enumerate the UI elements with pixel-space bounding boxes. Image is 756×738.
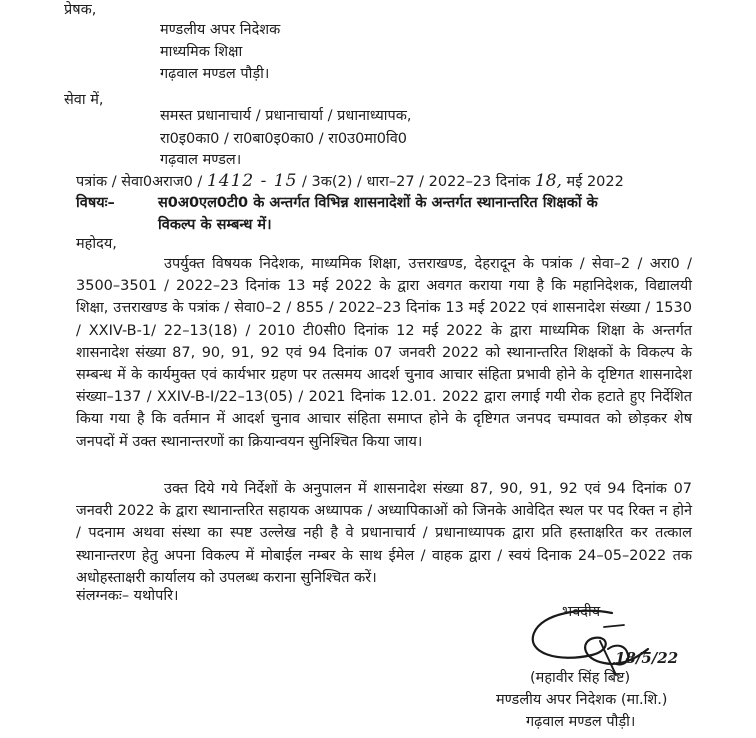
recipient-line-3: गढ़वाल मण्डल। bbox=[160, 152, 242, 168]
reference-suffix: मई 2022 bbox=[566, 174, 624, 190]
sender-line-3: गढ़वाल मण्डल पौड़ी। bbox=[160, 66, 270, 82]
body-paragraph-1 bbox=[76, 253, 692, 453]
enclosure-note: संलग्नकः– यथोपरि। bbox=[76, 588, 179, 604]
recipient-line-1: समस्त प्रधानाचार्य / प्रधानाचार्या / प्रधानाध्यापक, bbox=[160, 108, 412, 124]
closing-bhavdiya: भवदीय bbox=[562, 604, 601, 620]
subject-line-2: विकल्प के सम्बन्ध में। bbox=[158, 217, 272, 233]
recipient-label: सेवा में, bbox=[64, 92, 104, 108]
salutation: महोदय, bbox=[76, 236, 117, 252]
sender-line-2: माध्यमिक शिक्षा bbox=[160, 44, 243, 60]
reference-middle: / 3क(2) / धारा–27 / 2022–23 दिनांक bbox=[302, 174, 531, 190]
body-paragraph-2 bbox=[76, 478, 692, 589]
subject-label: विषयः– bbox=[76, 195, 115, 211]
sender-label: प्रेषक, bbox=[64, 2, 97, 18]
signatory-designation: मण्डलीय अपर निदेशक (मा.शि.) bbox=[496, 692, 668, 708]
paragraph-2-text: उक्त दिये गये निर्देशों के अनुपालन में शासनादेश संख्या 87, 90, 91, 92 एवं 94 दिनांक 07 जनवरी 2022 के द्वारा स्थानान्तरित सहायक अध्यापक / अध्यापिकाओं को जिनके आवेदित स्थल पर पद रिक्त न होने / पदनाम अथवा संस्था का स्पष्ट उल्लेख नही है वे प्रधानाचार्य / प्रधानाध्यापक द्वारा प्रति हस्ताक्षरित कर तत्काल स्थानान्तरण हेतु अपना विकल्प में मोबाईल नम्बर के साथ ईमेल / वाहक द्वारा / स्वयं दिनाक 24–05–2022 तक अधोहस्ताक्षरी कार्यालय को उपलब्ध कराना सुनिश्चित करें। bbox=[76, 481, 693, 586]
reference-handwritten-date: 18, bbox=[534, 171, 562, 191]
recipient-line-2: रा0इ0का0 / रा0बा0इ0का0 / रा0उ0मा0वि0 bbox=[160, 131, 407, 147]
signatory-office: गढ़वाल मण्डल पौड़ी। bbox=[526, 714, 636, 730]
signatory-name: (महावीर सिंह बिष्ट) bbox=[530, 670, 631, 686]
paragraph-1-text: उपर्युक्त विषयक निदेशक, माध्यमिक शिक्षा, उत्तराखण्ड, देहरादून के पत्रांक / सेवा–2 / अरा0 / 3500–3501 / 2022–23 दिनांक 13 मई 2022 के द्वारा अवगत कराया गया है कि महानिदेशक, विद्यालयी शिक्षा, उत्तराखण्ड के पत्रांक / सेवा0–2 / 855 / 2022–23 दिनांक 13 मई 2022 एवं शासनादेश संख्या / 1530 / XXIV-B-1/ 22–13(18) / 2010 टी0सी0 दिनांक 12 मई 2022 के द्वारा माध्यमिक शिक्षा के अन्तर्गत शासनादेश संख्या 87, 90, 91, 92 एवं 94 दिनांक 07 जनवरी 2022 को स्थानान्तरित शिक्षकों के विकल्प के सम्बन्ध में के कार्यमुक्त एवं कार्यभार ग्रहण पर तत्समय आदर्श चुनाव आचार संहिता प्रभावी होने के दृष्टिगत शासनादेश संख्या–137 / XXIV-B-I/22–13(05) / 2021 दिनांक 12.01. 2022 द्वारा लगाई गयी रोक हटाते हुए निर्देशित किया गया है कि वर्तमान में आदर्श चुनाव आचार संहिता समाप्त होने के दृष्टिगत जनपद चम्पावत को छोड़कर शेष जनपदों में उक्त स्थानान्तरणों का क्रियान्वयन सुनिश्चित किया जाय। bbox=[76, 256, 693, 450]
subject-line-1: स0अ0एल0टी0 के अन्तर्गत विभिन्न शासनादेशों के अन्तर्गत स्थानान्तरित शिक्षकों के bbox=[158, 195, 598, 211]
reference-line bbox=[76, 171, 624, 192]
signature-date: 18/5/22 bbox=[615, 649, 679, 667]
reference-prefix: पत्रांक / सेवा0अराज0 / bbox=[76, 174, 203, 190]
sender-line-1: मण्डलीय अपर निदेशक bbox=[160, 22, 281, 38]
reference-handwritten-number: 1412 - 15 bbox=[206, 171, 298, 191]
